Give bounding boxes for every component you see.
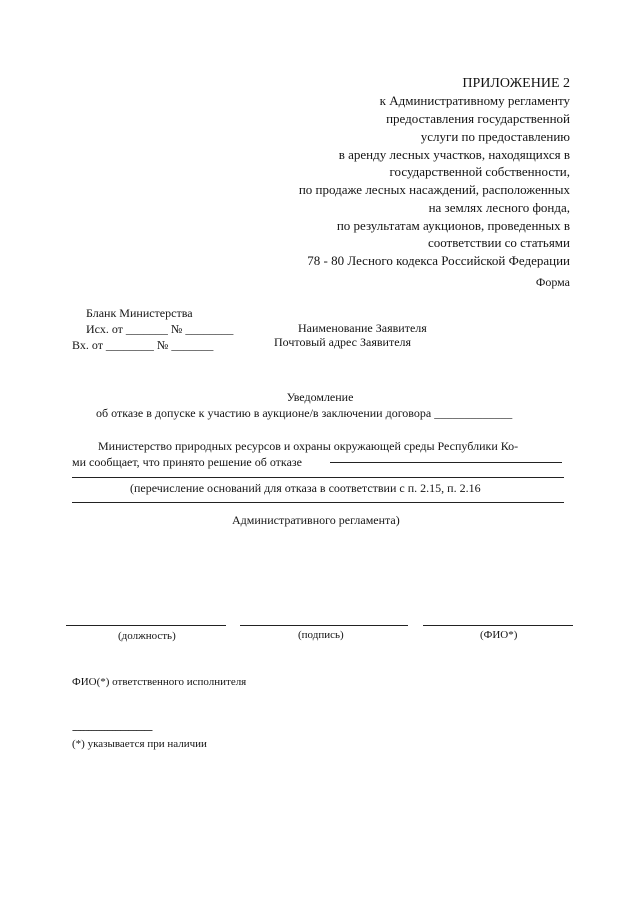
- header-line-5: государственной собственности,: [389, 164, 570, 179]
- header-line-2: предоставления государственной: [386, 111, 570, 126]
- responsible-executor-label: ФИО(*) ответственного исполнителя: [72, 676, 247, 688]
- applicant-address: Почтовый адрес Заявителя: [274, 335, 412, 349]
- position-line: [66, 625, 226, 626]
- notice-title: Уведомление: [286, 390, 354, 404]
- signature-line: [240, 625, 408, 626]
- reasons-field-line-2: [72, 502, 564, 503]
- footnote-text: (*) указывается при наличии: [72, 738, 207, 750]
- header-line-4: в аренду лесных участков, находящихся в: [338, 147, 570, 162]
- notice-subtitle: об отказе в допуске к участию в аукционе/в заключении договора _____________: [96, 406, 513, 420]
- form-label: Форма: [535, 275, 570, 289]
- signature-label: (подпись): [298, 629, 344, 641]
- notice-body-line-1: Министерство природных ресурсов и охраны окружающей среды Республики Ко-: [98, 439, 519, 453]
- header-line-3: услуги по предоставлению: [420, 129, 570, 144]
- appendix-title: ПРИЛОЖЕНИЕ 2: [462, 76, 570, 91]
- reasons-hint-line-1: (перечисление оснований для отказа в соответствии с п. 2.15, п. 2.16: [130, 481, 481, 495]
- header-line-9: соответствии со статьями: [427, 235, 570, 250]
- header-line-1: к Административному регламенту: [379, 93, 570, 108]
- header-line-6: по продаже лесных насаждений, расположенных: [298, 182, 570, 197]
- reasons-field-line-1: [72, 477, 564, 478]
- header-line-10: 78 - 80 Лесного кодекса Российской Федерации: [307, 253, 570, 268]
- refusal-decision-field: [330, 462, 562, 463]
- header-line-8: по результатам аукционов, проведенных в: [336, 218, 570, 233]
- applicant-name: Наименование Заявителя: [298, 321, 427, 335]
- ministry-blank-label: Бланк Министерства: [86, 306, 193, 320]
- notice-body-line-2: ми сообщает, что принято решение об отказе: [72, 455, 302, 469]
- incoming-number: Вх. от ________ № _______: [72, 338, 214, 352]
- full-name-label: (ФИО*): [480, 629, 518, 641]
- position-label: (должность): [118, 630, 176, 642]
- name-line: [423, 625, 573, 626]
- footnote-separator: ------------------------------: [72, 724, 152, 736]
- reasons-hint-line-2: Административного регламента): [232, 513, 400, 527]
- header-line-7: на землях лесного фонда,: [428, 200, 570, 215]
- outgoing-number: Исх. от _______ № ________: [86, 322, 234, 336]
